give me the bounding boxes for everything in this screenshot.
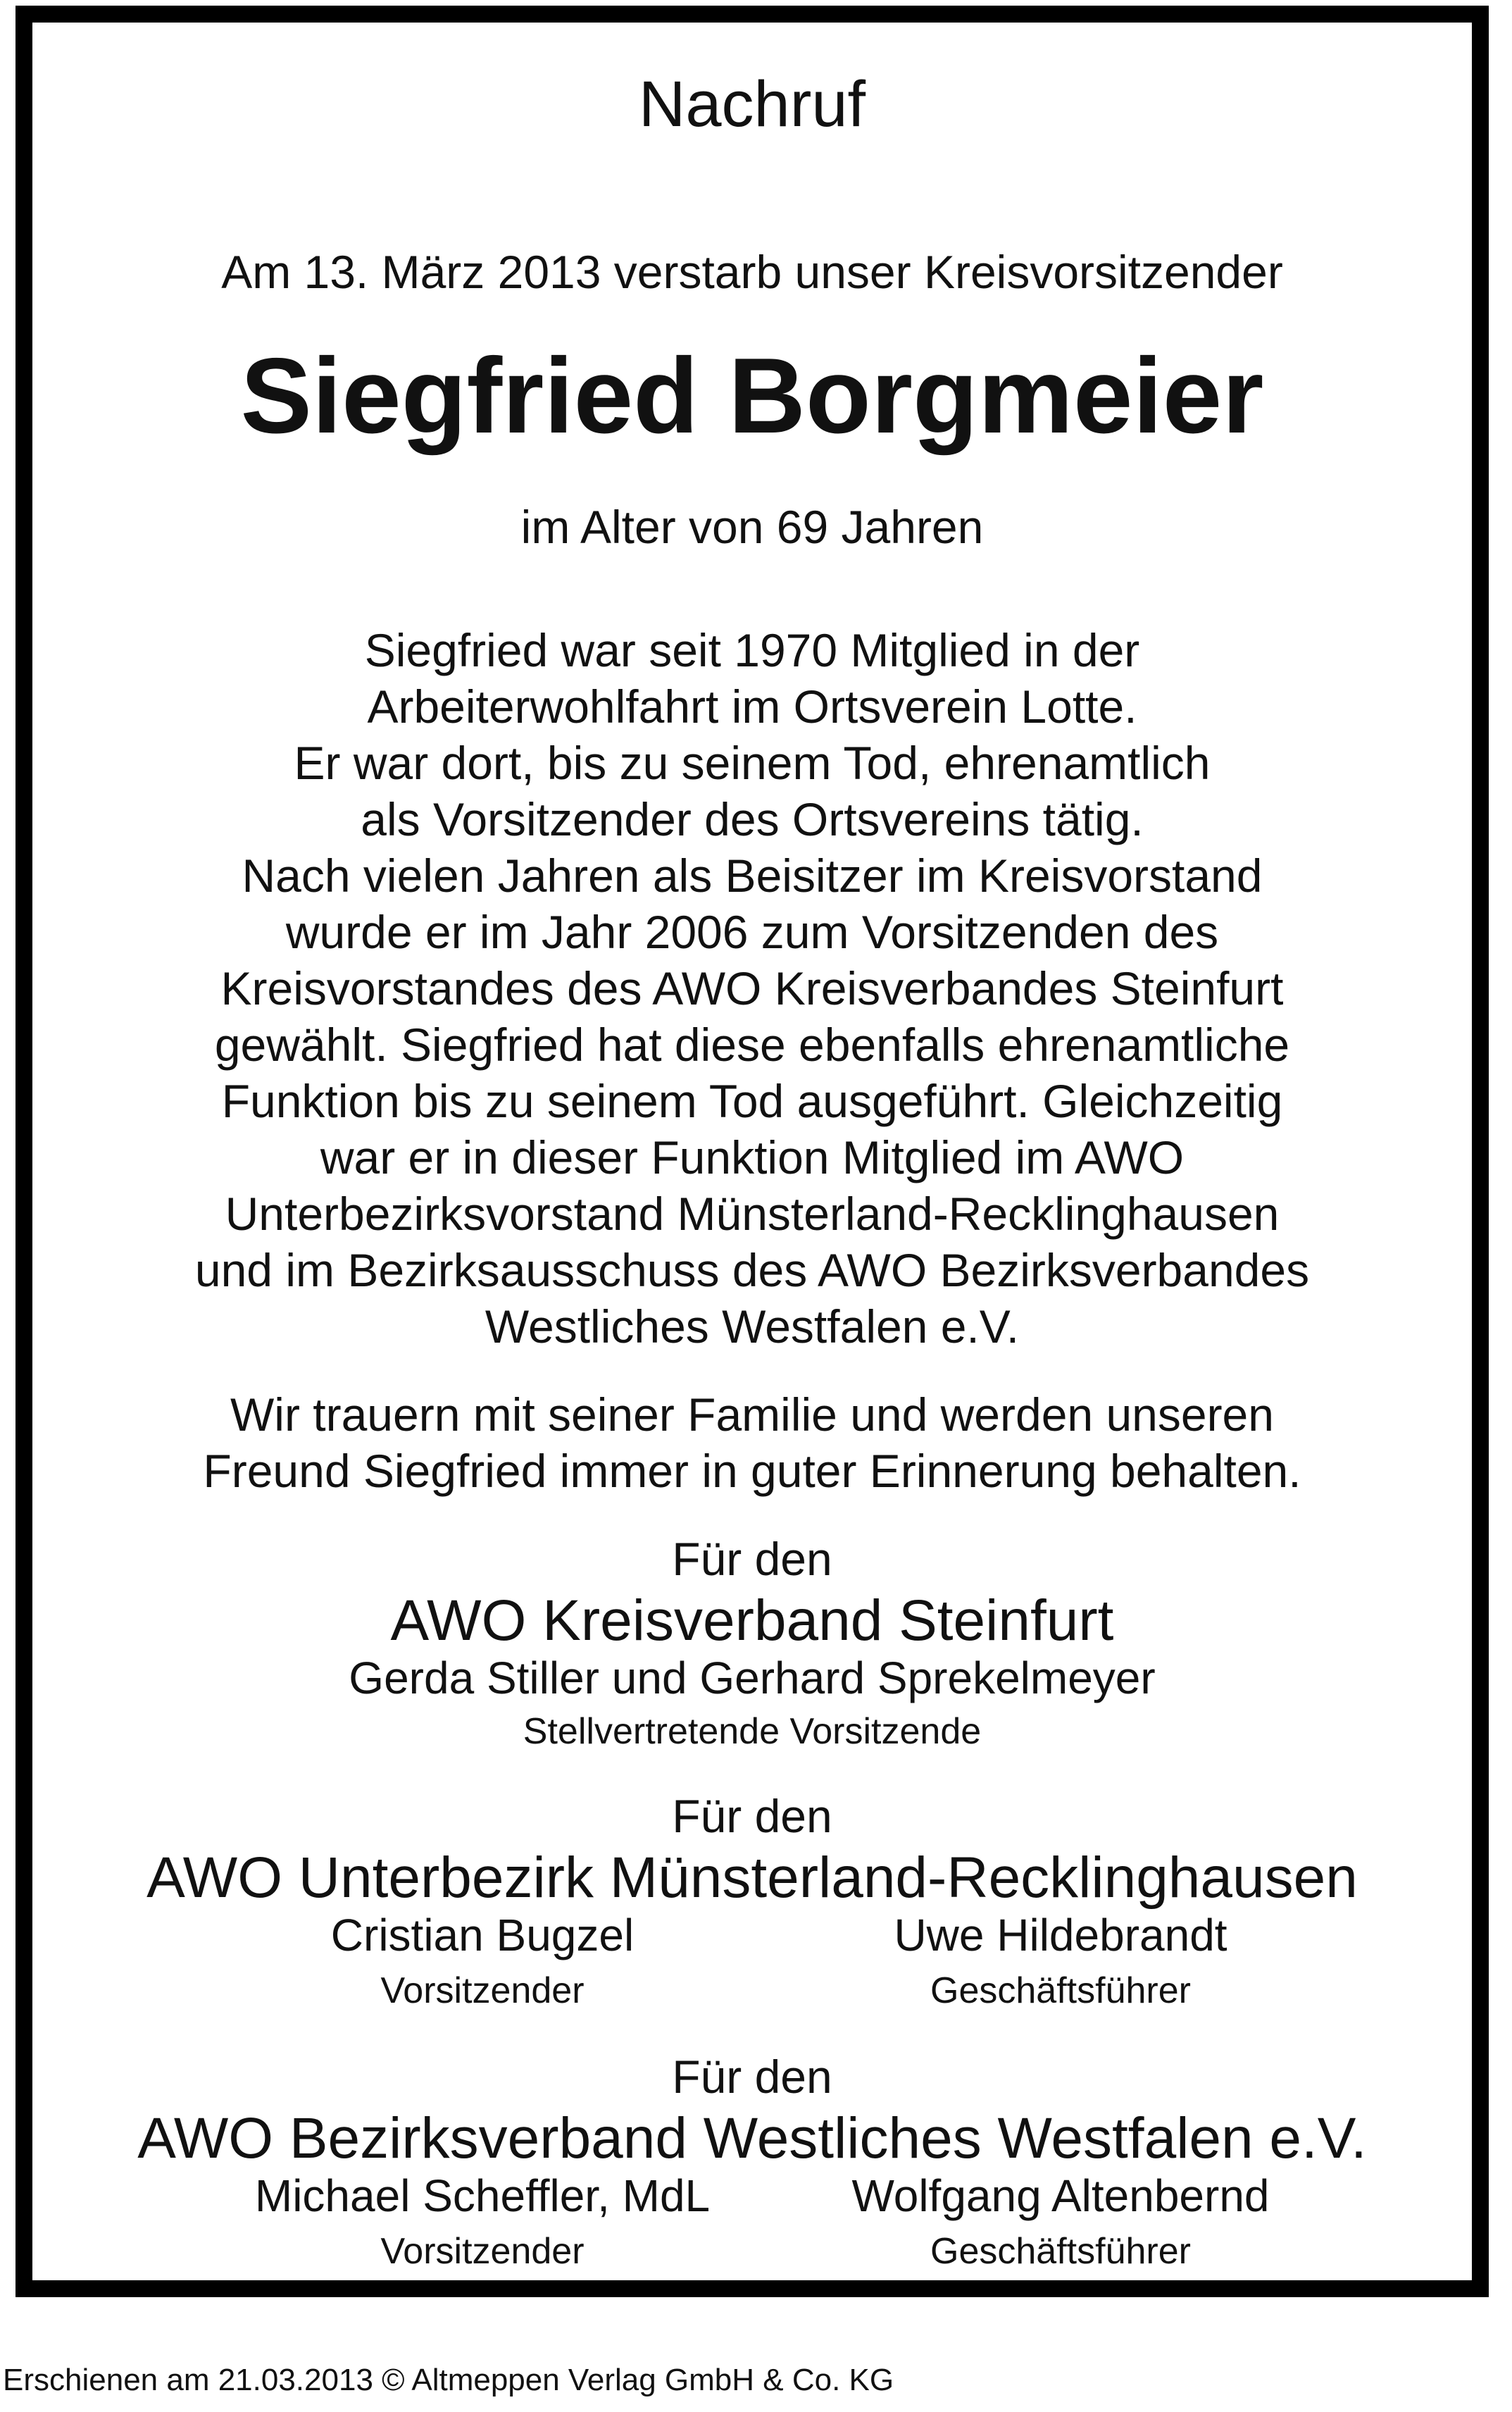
- body-line: und im Bezirksausschuss des AWO Bezirksverbandes: [194, 1244, 1310, 1296]
- body-line: als Vorsitzender des Ortsvereins tätig.: [361, 793, 1144, 845]
- signatory-name-right: Uwe Hildebrandt: [894, 1910, 1227, 1960]
- signatory-names: Gerda Stiller und Gerhard Sprekelmeyer: [349, 1653, 1156, 1703]
- signatory-role: Stellvertretende Vorsitzende: [523, 1711, 982, 1752]
- organization-name: AWO Unterbezirk Münsterland-Recklinghausen: [146, 1846, 1358, 1910]
- obituary-heading: Nachruf: [638, 68, 866, 140]
- age-line: im Alter von 69 Jahren: [520, 501, 984, 553]
- signatory-role-right: Geschäftsführer: [930, 2231, 1191, 2272]
- body-line: Unterbezirksvorstand Münsterland-Recklinghausen: [225, 1188, 1280, 1240]
- signatory-role-left: Vorsitzender: [380, 2231, 585, 2272]
- for-the-label: Für den: [672, 1790, 832, 1842]
- body-line: war er in dieser Funktion Mitglied im AWO: [320, 1131, 1185, 1183]
- publication-credit: Erschienen am 21.03.2013 © Altmeppen Verlag GmbH & Co. KG: [3, 2363, 894, 2397]
- signatory-role-left: Vorsitzender: [380, 1970, 585, 2011]
- signatory-name-left: Cristian Bugzel: [330, 1910, 635, 1960]
- body-line: Kreisvorstandes des AWO Kreisverbandes Steinfurt: [220, 962, 1284, 1014]
- for-the-label: Für den: [672, 2051, 832, 2103]
- intro-line: Am 13. März 2013 verstarb unser Kreisvorsitzender: [221, 246, 1283, 298]
- body-line: Siegfried war seit 1970 Mitglied in der: [364, 624, 1140, 676]
- signatory-name-left: Michael Scheffler, MdL: [254, 2170, 711, 2221]
- body-line: Nach vielen Jahren als Beisitzer im Kreisvorstand: [242, 850, 1263, 902]
- body-line: Funktion bis zu seinem Tod ausgeführt. Gleichzeitig: [221, 1075, 1283, 1127]
- body-line: wurde er im Jahr 2006 zum Vorsitzenden des: [285, 906, 1219, 958]
- organization-name: AWO Kreisverband Steinfurt: [390, 1589, 1114, 1653]
- mourning-line: Wir trauern mit seiner Familie und werden unseren: [230, 1388, 1274, 1441]
- deceased-name: Siegfried Borgmeier: [240, 336, 1264, 456]
- body-line: Arbeiterwohlfahrt im Ortsverein Lotte.: [367, 680, 1137, 733]
- signatory-role-right: Geschäftsführer: [930, 1970, 1191, 2011]
- signatory-name-right: Wolfgang Altenbernd: [851, 2170, 1270, 2221]
- for-the-label: Für den: [672, 1533, 832, 1585]
- body-line: Westliches Westfalen e.V.: [485, 1300, 1020, 1353]
- organization-name: AWO Bezirksverband Westliches Westfalen e.V.: [137, 2106, 1367, 2170]
- mourning-line: Freund Siegfried immer in guter Erinnerung behalten.: [203, 1445, 1301, 1497]
- body-line: Er war dort, bis zu seinem Tod, ehrenamtlich: [294, 737, 1211, 789]
- body-line: gewählt. Siegfried hat diese ebenfalls ehrenamtliche: [214, 1019, 1290, 1071]
